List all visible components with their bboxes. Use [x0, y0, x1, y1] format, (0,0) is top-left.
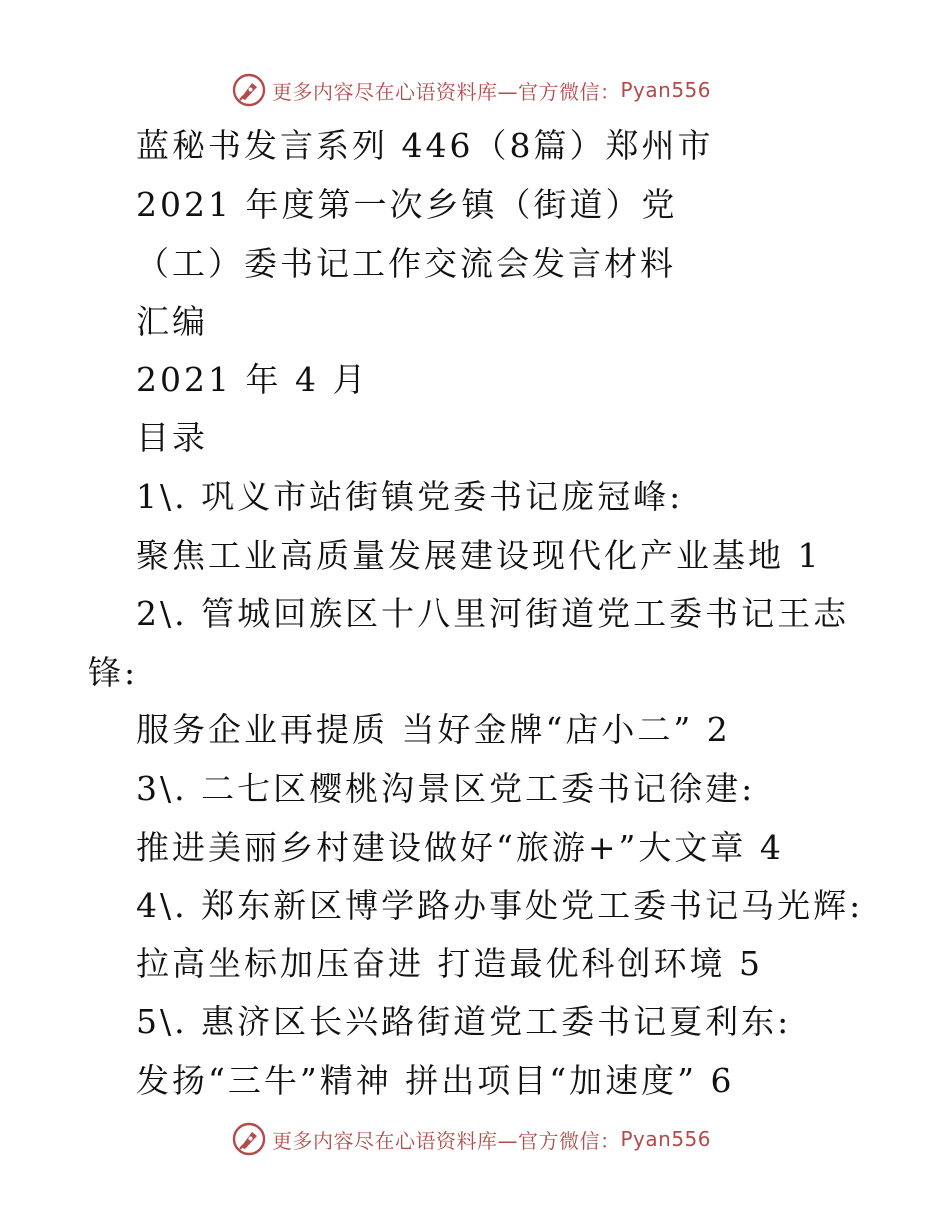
title-line-2: 2021 年度第一次乡镇（街道）党 [136, 185, 678, 224]
toc-entry-3-title: 3\. 二七区樱桃沟景区党工委书记徐建: [136, 769, 756, 808]
toc-entry-1-subtitle: 聚焦工业高质量发展建设现代化产业基地 1 [136, 536, 822, 575]
title-line-4: 汇编 [136, 302, 208, 341]
title-line-3: （工）委书记工作交流会发言材料 [136, 244, 676, 283]
watermark-wechat-id: Pyan556 [620, 78, 712, 102]
watermark-header [232, 72, 752, 108]
toc-entry-3-subtitle: 推进美丽乡村建设做好“旅游+”大文章 4 [136, 828, 784, 867]
toc-entry-5-subtitle: 发扬“三牛”精神 拼出项目“加速度” 6 [136, 1061, 735, 1100]
toc-entry-2-title: 2\. 管城回族区十八里河街道党工委书记王志 [136, 594, 850, 633]
title-line-1: 蓝秘书发言系列 446（8篇）郑州市 [136, 126, 714, 165]
watermark-wechat-id: Pyan556 [620, 1127, 712, 1151]
toc-entry-1-title: 1\. 巩义市站街镇党委书记庞冠峰: [136, 477, 684, 516]
toc-entry-2-title-continued: 锋: [88, 653, 139, 692]
pen-nib-logo-icon [232, 73, 266, 107]
toc-entry-2-subtitle: 服务企业再提质 当好金牌“店小二” 2 [136, 710, 731, 749]
pen-nib-logo-icon [232, 1122, 266, 1156]
toc-entry-4-subtitle: 拉高坐标加压奋进 打造最优科创环境 5 [136, 944, 763, 983]
toc-entry-5-title: 5\. 惠济区长兴路街道党工委书记夏利东: [136, 1002, 792, 1041]
watermark-footer [232, 1121, 752, 1157]
document-date: 2021 年 4 月 [136, 360, 369, 399]
toc-entry-4-title: 4\. 郑东新区博学路办事处党工委书记马光辉: [136, 886, 864, 925]
watermark-text: 更多内容尽在心语资料库—官方微信： [272, 79, 621, 104]
watermark-text: 更多内容尽在心语资料库—官方微信： [272, 1128, 621, 1153]
toc-heading: 目录 [136, 418, 208, 457]
